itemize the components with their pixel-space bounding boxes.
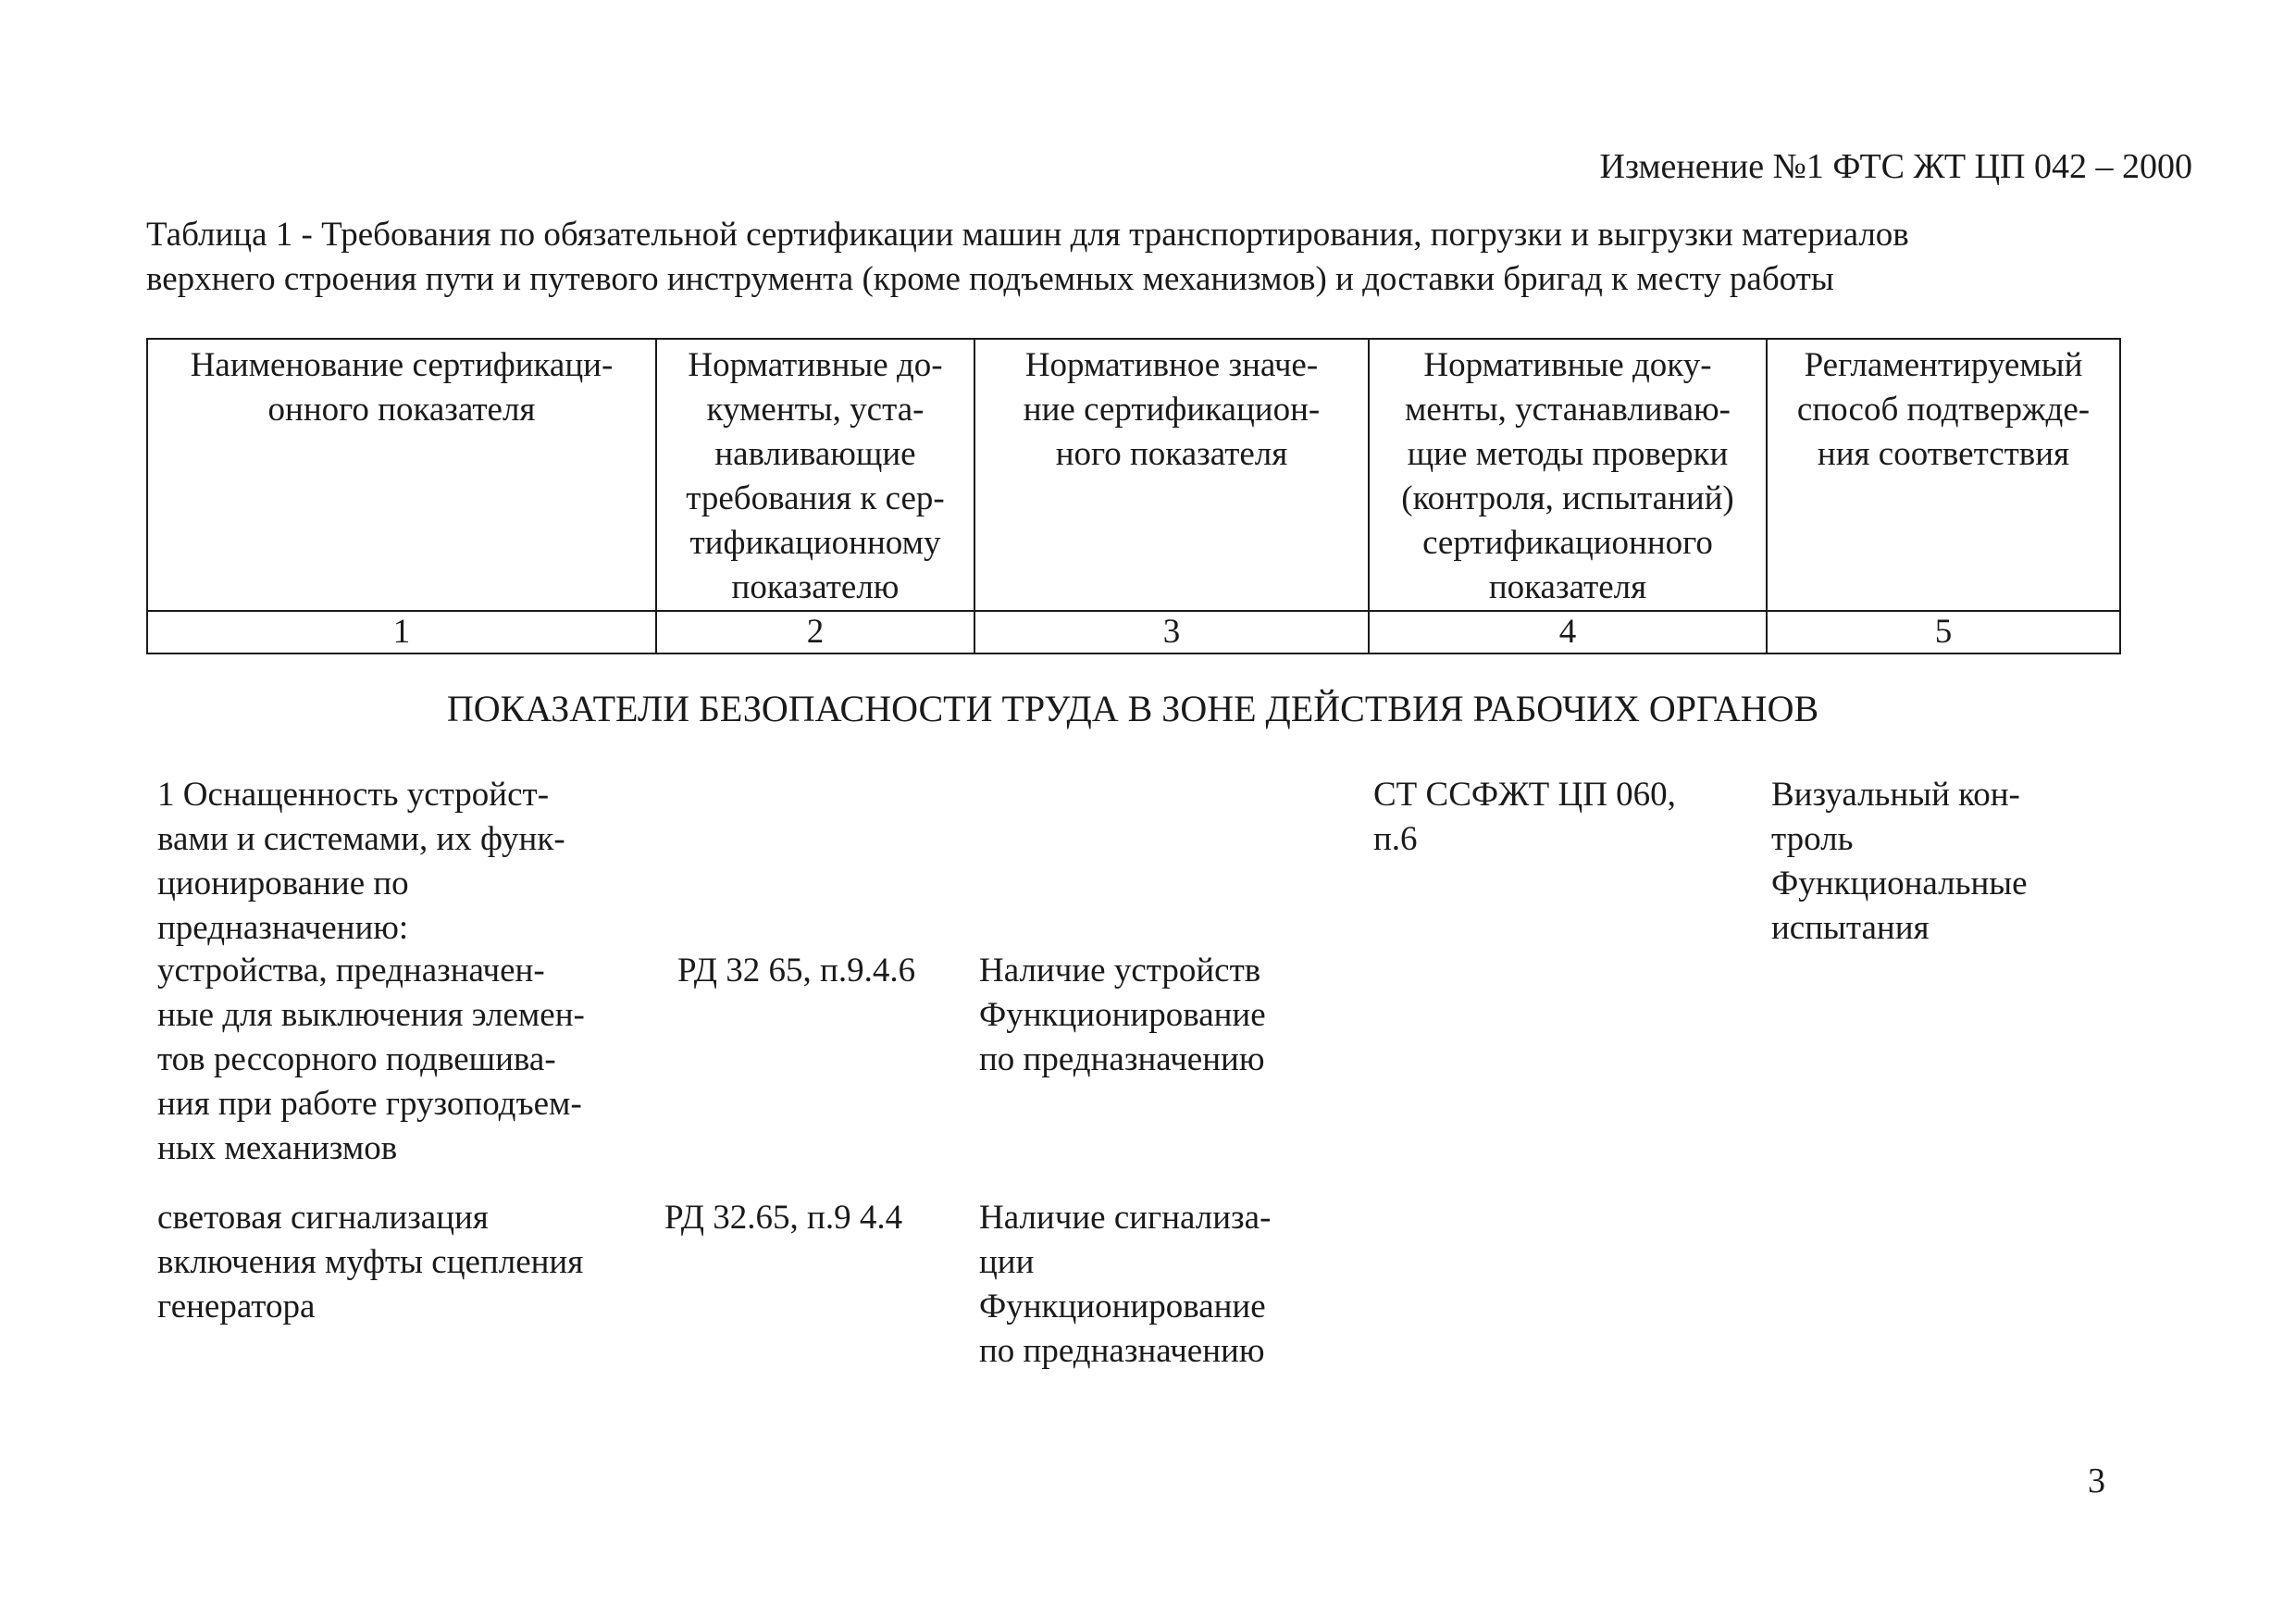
requirements-table-header <box>146 338 2121 654</box>
column-number-2: 2 <box>656 611 974 653</box>
column-heading-5: Регламентируемый способ подтвержде- ния соответствия <box>1767 339 2120 611</box>
row-3-norm-docs: РД 32.65, п.9 4.4 <box>664 1199 903 1237</box>
column-number-4: 4 <box>1369 611 1767 653</box>
row-1-name: 1 Оснащенность устройст- вами и системами, их функ- ционирование по предназначению: <box>157 776 565 947</box>
table-caption <box>146 213 2182 302</box>
column-headings-row <box>147 339 2120 611</box>
caption-line-2: верхнего строения пути и путевого инструмента (кроме подъемных механизмов) и доставки бригад к месту работы <box>146 260 1834 298</box>
column-heading-1: Наименование сертификаци- онного показателя <box>147 339 656 611</box>
document-id: Изменение №1 ФТС ЖТ ЦП 042 – 2000 <box>1599 147 2192 186</box>
row-1-test-docs: СТ ССФЖТ ЦП 060, п.6 <box>1373 776 1676 858</box>
column-number-5: 5 <box>1767 611 2120 653</box>
column-numbers-row <box>147 611 2120 653</box>
column-heading-4: Нормативные доку- менты, устанавливаю- щие методы проверки (контроля, испытаний) сертификационного показателя <box>1369 339 1767 611</box>
column-heading-2: Нормативные до- кументы, уста- навливающие требования к сер- тификационному показателю <box>656 339 974 611</box>
column-number-3: 3 <box>974 611 1369 653</box>
row-2-norm-docs: РД 32 65, п.9.4.6 <box>677 952 916 989</box>
column-number-1: 1 <box>147 611 656 653</box>
section-title: ПОКАЗАТЕЛИ БЕЗОПАСНОСТИ ТРУДА В ЗОНЕ ДЕЙСТВИЯ РАБОЧИХ ОРГАНОВ <box>446 688 1819 729</box>
page-number: 3 <box>2088 1462 2105 1500</box>
caption-line-1: Таблица 1 - Требования по обязательной сертификации машин для транспортирования, погрузки и выгрузки материалов <box>146 216 1909 254</box>
row-3-norm-value: Наличие сигнализа- ции Функционирование по предназначению <box>979 1199 1272 1370</box>
row-2-norm-value: Наличие устройств Функционирование по предназначению <box>979 952 1266 1078</box>
row-2-name: устройства, предназначен- ные для выключения элемен- тов рессорного подвешива- ния при работе грузоподъем- ных механизмов <box>157 952 585 1167</box>
row-3-name: световая сигнализация включения муфты сцепления генератора <box>157 1199 584 1326</box>
column-heading-3: Нормативное значе- ние сертификацион- ного показателя <box>974 339 1369 611</box>
row-1-confirmation: Визуальный кон- троль Функциональные испытания <box>1771 776 2028 947</box>
